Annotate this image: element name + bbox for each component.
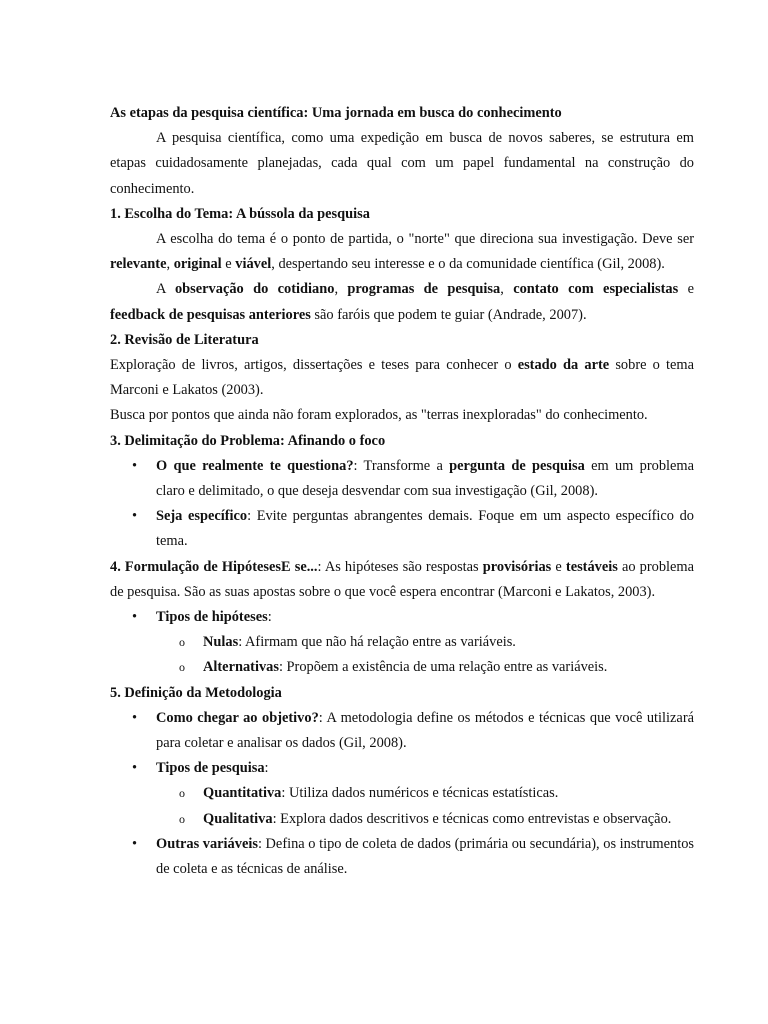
- document-page: [110, 101, 694, 882]
- sub-list-item: o Qualitativa: Explora dados descritivos e técnicas como entrevistas e observação.: [203, 807, 694, 832]
- circle-marker: o: [179, 786, 185, 801]
- sub-list-item: o Alternativas: Propõem a existência de uma relação entre as variáveis.: [203, 655, 694, 680]
- section-2-heading: 2. Revisão de Literatura: [110, 331, 259, 348]
- sub-list-item: o Nulas: Afirmam que não há relação entre as variáveis.: [203, 630, 694, 655]
- section-3-heading: 3. Delimitação do Problema: Afinando o foco: [110, 432, 386, 449]
- section-1-paragraph-1: A escolha do tema é o ponto de partida, o "norte" que direciona sua investigação. Deve ser relevante, original e viável, despertando seu interesse e o da comunidade científica (Gil, 2008).: [110, 231, 694, 273]
- list-item: • Seja específico: Evite perguntas abrangentes demais. Foque em um aspecto específico do tema.: [156, 504, 694, 554]
- section-4-heading: 4. Formulação de HipótesesE se...: [110, 558, 318, 575]
- sub-list: [156, 630, 694, 680]
- section-1-paragraph-2: A observação do cotidiano, programas de pesquisa, contato com especialistas e feedback de pesquisas anteriores são faróis que podem te guiar (Andrade, 2007).: [110, 281, 694, 323]
- bullet-marker: •: [132, 457, 138, 474]
- list-item: • Tipos de pesquisa: o Quantitativa: Utiliza dados numéricos e técnicas estatísticas. o Qualitativa: Explora dados descritivos e técnicas como entrevistas e observação.: [156, 756, 694, 832]
- list-item: • Outras variáveis: Defina o tipo de coleta de dados (primária ou secundária), os instrumentos de coleta e as técnicas de análise.: [156, 832, 694, 882]
- section-5-heading: 5. Definição da Metodologia: [110, 684, 282, 701]
- section-4-paragraph: 4. Formulação de HipótesesE se...: As hipóteses são respostas provisórias e testáveis ao problema de pesquisa. São as suas apostas sobre o que você espera encontrar (Marconi e Lakatos, 2003).: [110, 558, 695, 600]
- bullet-marker: •: [132, 835, 138, 852]
- section-2-paragraph-2: Busca por pontos que ainda não foram explorados, as "terras inexploradas" do conhecimento.: [110, 407, 648, 424]
- list-item: • O que realmente te questiona?: Transforme a pergunta de pesquisa em um problema claro e delimitado, o que deseja desvendar com sua investigação (Gil, 2008).: [156, 454, 694, 504]
- document-title: As etapas da pesquisa científica: Uma jornada em busca do conhecimento: [110, 105, 562, 121]
- section-3-list: [110, 454, 694, 555]
- circle-marker: o: [179, 811, 185, 826]
- bullet-marker: •: [132, 508, 138, 525]
- section-5-list: [110, 706, 694, 882]
- circle-marker: o: [179, 660, 185, 675]
- bullet-marker: •: [132, 709, 138, 726]
- sub-list-item: o Quantitativa: Utiliza dados numéricos e técnicas estatísticas.: [203, 781, 694, 806]
- section-1-heading: 1. Escolha do Tema: A bússola da pesquisa: [110, 205, 370, 222]
- list-item: • Como chegar ao objetivo?: A metodologia define os métodos e técnicas que você utilizará para coletar e analisar os dados (Gil, 2008).: [156, 706, 694, 756]
- intro-paragraph: A pesquisa científica, como uma expedição em busca de novos saberes, se estrutura em etapas cuidadosamente planejadas, cada qual com um papel fundamental na construção do conhecimento.: [110, 130, 694, 197]
- sub-list: [156, 781, 694, 831]
- bullet-marker: •: [132, 760, 138, 777]
- list-item: • Tipos de hipóteses: o Nulas: Afirmam que não há relação entre as variáveis. o Alternativas: Propõem a existência de uma relação entre as variáveis.: [156, 605, 694, 681]
- section-4-list: [110, 605, 694, 681]
- bullet-marker: •: [132, 609, 138, 626]
- circle-marker: o: [179, 635, 185, 650]
- section-2-paragraph-1: Exploração de livros, artigos, dissertações e teses para conhecer o estado da arte sobre o tema Marconi e Lakatos (2003).: [110, 357, 694, 399]
